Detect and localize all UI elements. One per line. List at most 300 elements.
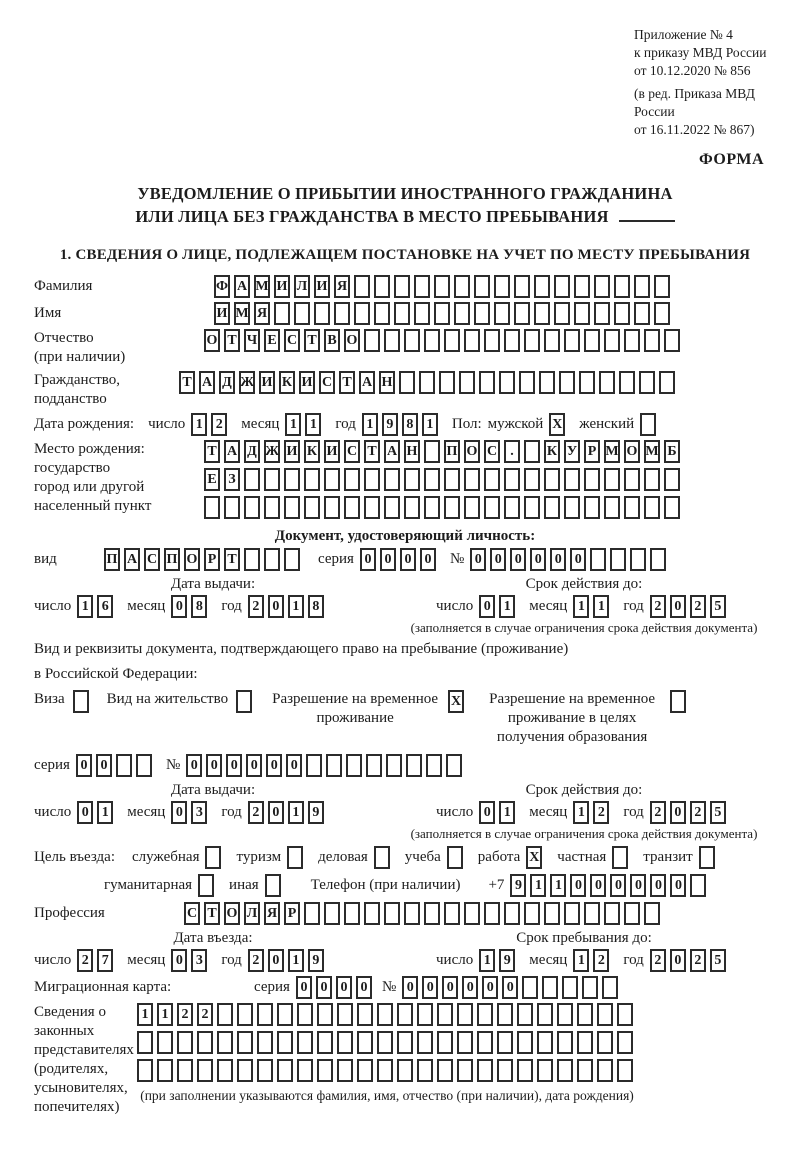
- char-box[interactable]: [257, 1059, 273, 1082]
- char-box[interactable]: [537, 1003, 553, 1026]
- char-box[interactable]: К: [544, 440, 560, 463]
- char-box[interactable]: [604, 329, 620, 352]
- char-box[interactable]: [594, 302, 610, 325]
- char-box[interactable]: [337, 1059, 353, 1082]
- char-box[interactable]: С: [319, 371, 335, 394]
- char-box[interactable]: [644, 902, 660, 925]
- char-box[interactable]: [664, 468, 680, 491]
- char-box[interactable]: С: [144, 548, 160, 571]
- char-box[interactable]: [364, 496, 380, 519]
- char-box[interactable]: [534, 275, 550, 298]
- char-box[interactable]: [484, 902, 500, 925]
- char-box[interactable]: Т: [224, 329, 240, 352]
- char-box[interactable]: 0: [502, 976, 518, 999]
- char-box[interactable]: [326, 754, 342, 777]
- char-box[interactable]: З: [224, 468, 240, 491]
- char-box[interactable]: [584, 902, 600, 925]
- char-box[interactable]: 0: [360, 548, 376, 571]
- char-box[interactable]: [397, 1003, 413, 1026]
- char-box[interactable]: 1: [573, 595, 589, 618]
- char-box[interactable]: [517, 1003, 533, 1026]
- char-box[interactable]: [599, 371, 615, 394]
- purpose-work-checkbox[interactable]: X: [526, 846, 542, 869]
- char-box[interactable]: [324, 468, 340, 491]
- char-box[interactable]: [484, 329, 500, 352]
- female-checkbox[interactable]: [640, 413, 656, 436]
- char-box[interactable]: 0: [482, 976, 498, 999]
- char-box[interactable]: 2: [650, 801, 666, 824]
- char-box[interactable]: [464, 329, 480, 352]
- char-box[interactable]: [357, 1031, 373, 1054]
- char-box[interactable]: Т: [339, 371, 355, 394]
- purpose-other-checkbox[interactable]: [265, 874, 281, 897]
- char-box[interactable]: 1: [479, 949, 495, 972]
- char-box[interactable]: 1: [573, 801, 589, 824]
- char-box[interactable]: [264, 548, 280, 571]
- char-box[interactable]: [594, 275, 610, 298]
- char-box[interactable]: [644, 496, 660, 519]
- char-box[interactable]: 2: [197, 1003, 213, 1026]
- char-box[interactable]: 0: [268, 949, 284, 972]
- char-box[interactable]: [464, 496, 480, 519]
- char-box[interactable]: [664, 496, 680, 519]
- char-box[interactable]: [610, 548, 626, 571]
- char-box[interactable]: [614, 275, 630, 298]
- char-box[interactable]: М: [254, 275, 270, 298]
- char-box[interactable]: [497, 1031, 513, 1054]
- char-box[interactable]: [634, 302, 650, 325]
- char-box[interactable]: [584, 329, 600, 352]
- char-box[interactable]: 0: [400, 548, 416, 571]
- char-box[interactable]: [157, 1031, 173, 1054]
- char-box[interactable]: [424, 329, 440, 352]
- char-box[interactable]: [537, 1031, 553, 1054]
- char-box[interactable]: 0: [670, 801, 686, 824]
- purpose-business-checkbox[interactable]: [374, 846, 390, 869]
- char-box[interactable]: [559, 371, 575, 394]
- char-box[interactable]: [494, 275, 510, 298]
- char-box[interactable]: 0: [470, 548, 486, 571]
- char-box[interactable]: Р: [284, 902, 300, 925]
- char-box[interactable]: Б: [664, 440, 680, 463]
- char-box[interactable]: [304, 902, 320, 925]
- char-box[interactable]: [504, 496, 520, 519]
- char-box[interactable]: 0: [268, 801, 284, 824]
- char-box[interactable]: [564, 902, 580, 925]
- char-box[interactable]: [217, 1031, 233, 1054]
- char-box[interactable]: 0: [590, 874, 606, 897]
- char-box[interactable]: Ж: [264, 440, 280, 463]
- char-box[interactable]: Т: [304, 329, 320, 352]
- char-box[interactable]: 1: [362, 413, 378, 436]
- char-box[interactable]: И: [324, 440, 340, 463]
- char-box[interactable]: [582, 976, 598, 999]
- char-box[interactable]: [344, 496, 360, 519]
- char-box[interactable]: [354, 302, 370, 325]
- char-box[interactable]: П: [444, 440, 460, 463]
- char-box[interactable]: [244, 468, 260, 491]
- char-box[interactable]: [454, 275, 470, 298]
- char-box[interactable]: А: [199, 371, 215, 394]
- purpose-transit-checkbox[interactable]: [699, 846, 715, 869]
- char-box[interactable]: [399, 371, 415, 394]
- char-box[interactable]: А: [224, 440, 240, 463]
- char-box[interactable]: 1: [593, 595, 609, 618]
- char-box[interactable]: [314, 302, 330, 325]
- char-box[interactable]: Т: [179, 371, 195, 394]
- char-box[interactable]: П: [164, 548, 180, 571]
- char-box[interactable]: И: [274, 275, 290, 298]
- edu-permit-checkbox[interactable]: [670, 690, 686, 713]
- char-box[interactable]: М: [644, 440, 660, 463]
- char-box[interactable]: [444, 468, 460, 491]
- char-box[interactable]: [624, 902, 640, 925]
- char-box[interactable]: 9: [499, 949, 515, 972]
- char-box[interactable]: [544, 329, 560, 352]
- char-box[interactable]: [297, 1031, 313, 1054]
- char-box[interactable]: [377, 1003, 393, 1026]
- char-box[interactable]: [577, 1003, 593, 1026]
- char-box[interactable]: 6: [97, 595, 113, 618]
- char-box[interactable]: 1: [288, 949, 304, 972]
- char-box[interactable]: [419, 371, 435, 394]
- char-box[interactable]: Е: [264, 329, 280, 352]
- char-box[interactable]: [624, 468, 640, 491]
- char-box[interactable]: [544, 496, 560, 519]
- char-box[interactable]: [454, 302, 470, 325]
- char-box[interactable]: [517, 1031, 533, 1054]
- char-box[interactable]: [464, 468, 480, 491]
- char-box[interactable]: [394, 302, 410, 325]
- char-box[interactable]: [557, 1059, 573, 1082]
- char-box[interactable]: [337, 1031, 353, 1054]
- char-box[interactable]: 0: [570, 874, 586, 897]
- char-box[interactable]: Н: [379, 371, 395, 394]
- char-box[interactable]: Т: [204, 902, 220, 925]
- char-box[interactable]: [284, 468, 300, 491]
- char-box[interactable]: [446, 754, 462, 777]
- char-box[interactable]: 2: [77, 949, 93, 972]
- char-box[interactable]: [297, 1003, 313, 1026]
- char-box[interactable]: 0: [206, 754, 222, 777]
- char-box[interactable]: [404, 329, 420, 352]
- char-box[interactable]: И: [284, 440, 300, 463]
- char-box[interactable]: [177, 1059, 193, 1082]
- char-box[interactable]: [384, 468, 400, 491]
- char-box[interactable]: И: [314, 275, 330, 298]
- char-box[interactable]: [157, 1059, 173, 1082]
- char-box[interactable]: [457, 1059, 473, 1082]
- char-box[interactable]: [659, 371, 675, 394]
- char-box[interactable]: 9: [382, 413, 398, 436]
- char-box[interactable]: [504, 329, 520, 352]
- char-box[interactable]: [344, 468, 360, 491]
- char-box[interactable]: 1: [550, 874, 566, 897]
- char-box[interactable]: [584, 468, 600, 491]
- char-box[interactable]: [417, 1003, 433, 1026]
- char-box[interactable]: [437, 1059, 453, 1082]
- char-box[interactable]: [397, 1059, 413, 1082]
- char-box[interactable]: [459, 371, 475, 394]
- char-box[interactable]: [644, 329, 660, 352]
- char-box[interactable]: Я: [254, 302, 270, 325]
- char-box[interactable]: [444, 329, 460, 352]
- char-box[interactable]: [137, 1059, 153, 1082]
- char-box[interactable]: [639, 371, 655, 394]
- char-box[interactable]: Т: [364, 440, 380, 463]
- char-box[interactable]: [524, 440, 540, 463]
- char-box[interactable]: 3: [191, 801, 207, 824]
- char-box[interactable]: [437, 1003, 453, 1026]
- char-box[interactable]: [514, 275, 530, 298]
- char-box[interactable]: 8: [402, 413, 418, 436]
- char-box[interactable]: 2: [593, 949, 609, 972]
- char-box[interactable]: [494, 302, 510, 325]
- char-box[interactable]: 0: [380, 548, 396, 571]
- char-box[interactable]: [542, 976, 558, 999]
- char-box[interactable]: [417, 1059, 433, 1082]
- char-box[interactable]: Т: [204, 440, 220, 463]
- char-box[interactable]: [624, 496, 640, 519]
- char-box[interactable]: 0: [670, 949, 686, 972]
- char-box[interactable]: И: [259, 371, 275, 394]
- char-box[interactable]: [357, 1003, 373, 1026]
- char-box[interactable]: [544, 902, 560, 925]
- char-box[interactable]: [404, 468, 420, 491]
- char-box[interactable]: [617, 1003, 633, 1026]
- char-box[interactable]: 9: [308, 949, 324, 972]
- char-box[interactable]: [337, 1003, 353, 1026]
- char-box[interactable]: [474, 275, 490, 298]
- char-box[interactable]: А: [359, 371, 375, 394]
- char-box[interactable]: 0: [286, 754, 302, 777]
- char-box[interactable]: 7: [97, 949, 113, 972]
- char-box[interactable]: 1: [499, 595, 515, 618]
- char-box[interactable]: [386, 754, 402, 777]
- char-box[interactable]: Р: [584, 440, 600, 463]
- char-box[interactable]: [590, 548, 606, 571]
- char-box[interactable]: [374, 302, 390, 325]
- char-box[interactable]: 0: [171, 801, 187, 824]
- char-box[interactable]: О: [464, 440, 480, 463]
- char-box[interactable]: [484, 468, 500, 491]
- char-box[interactable]: 1: [137, 1003, 153, 1026]
- char-box[interactable]: Ж: [239, 371, 255, 394]
- purpose-study-checkbox[interactable]: [447, 846, 463, 869]
- char-box[interactable]: [537, 1059, 553, 1082]
- char-box[interactable]: 2: [650, 949, 666, 972]
- char-box[interactable]: 0: [570, 548, 586, 571]
- char-box[interactable]: 0: [77, 801, 93, 824]
- char-box[interactable]: [577, 1059, 593, 1082]
- char-box[interactable]: [664, 329, 680, 352]
- char-box[interactable]: [554, 275, 570, 298]
- char-box[interactable]: 2: [248, 949, 264, 972]
- char-box[interactable]: [297, 1059, 313, 1082]
- char-box[interactable]: 0: [171, 595, 187, 618]
- char-box[interactable]: 2: [248, 595, 264, 618]
- char-box[interactable]: [394, 275, 410, 298]
- char-box[interactable]: [534, 302, 550, 325]
- char-box[interactable]: 5: [710, 949, 726, 972]
- male-checkbox[interactable]: X: [549, 413, 565, 436]
- char-box[interactable]: [557, 1003, 573, 1026]
- purpose-private-checkbox[interactable]: [612, 846, 628, 869]
- char-box[interactable]: [539, 371, 555, 394]
- char-box[interactable]: 0: [246, 754, 262, 777]
- char-box[interactable]: 1: [77, 595, 93, 618]
- char-box[interactable]: 0: [510, 548, 526, 571]
- temp-permit-checkbox[interactable]: X: [448, 690, 464, 713]
- char-box[interactable]: 0: [462, 976, 478, 999]
- char-box[interactable]: К: [304, 440, 320, 463]
- char-box[interactable]: 2: [248, 801, 264, 824]
- char-box[interactable]: [364, 902, 380, 925]
- char-box[interactable]: О: [184, 548, 200, 571]
- char-box[interactable]: [644, 468, 660, 491]
- char-box[interactable]: 0: [610, 874, 626, 897]
- char-box[interactable]: 1: [573, 949, 589, 972]
- char-box[interactable]: [617, 1059, 633, 1082]
- char-box[interactable]: 2: [690, 801, 706, 824]
- char-box[interactable]: [324, 496, 340, 519]
- char-box[interactable]: 1: [157, 1003, 173, 1026]
- char-box[interactable]: [274, 302, 290, 325]
- char-box[interactable]: [317, 1059, 333, 1082]
- char-box[interactable]: 5: [710, 595, 726, 618]
- char-box[interactable]: 1: [191, 413, 207, 436]
- char-box[interactable]: 1: [305, 413, 321, 436]
- char-box[interactable]: 0: [186, 754, 202, 777]
- char-box[interactable]: О: [204, 329, 220, 352]
- char-box[interactable]: С: [184, 902, 200, 925]
- char-box[interactable]: [257, 1003, 273, 1026]
- char-box[interactable]: [614, 302, 630, 325]
- char-box[interactable]: [334, 302, 350, 325]
- char-box[interactable]: 0: [670, 595, 686, 618]
- char-box[interactable]: М: [234, 302, 250, 325]
- char-box[interactable]: [324, 902, 340, 925]
- char-box[interactable]: [514, 302, 530, 325]
- char-box[interactable]: [426, 754, 442, 777]
- char-box[interactable]: [579, 371, 595, 394]
- char-box[interactable]: Л: [294, 275, 310, 298]
- char-box[interactable]: [597, 1031, 613, 1054]
- visa-checkbox[interactable]: [73, 690, 89, 713]
- char-box[interactable]: [414, 302, 430, 325]
- char-box[interactable]: [522, 976, 538, 999]
- char-box[interactable]: [317, 1003, 333, 1026]
- char-box[interactable]: [344, 902, 360, 925]
- char-box[interactable]: [557, 1031, 573, 1054]
- char-box[interactable]: Я: [334, 275, 350, 298]
- char-box[interactable]: [619, 371, 635, 394]
- char-box[interactable]: 5: [710, 801, 726, 824]
- char-box[interactable]: [630, 548, 646, 571]
- char-box[interactable]: 0: [650, 874, 666, 897]
- char-box[interactable]: [474, 302, 490, 325]
- char-box[interactable]: [304, 468, 320, 491]
- char-box[interactable]: 2: [211, 413, 227, 436]
- char-box[interactable]: [574, 302, 590, 325]
- char-box[interactable]: [437, 1031, 453, 1054]
- char-box[interactable]: [439, 371, 455, 394]
- char-box[interactable]: [264, 496, 280, 519]
- char-box[interactable]: [116, 754, 132, 777]
- char-box[interactable]: 0: [490, 548, 506, 571]
- char-box[interactable]: [237, 1031, 253, 1054]
- purpose-official-checkbox[interactable]: [205, 846, 221, 869]
- char-box[interactable]: [137, 1031, 153, 1054]
- char-box[interactable]: [524, 329, 540, 352]
- char-box[interactable]: .: [504, 440, 520, 463]
- char-box[interactable]: [519, 371, 535, 394]
- char-box[interactable]: [384, 902, 400, 925]
- char-box[interactable]: [404, 902, 420, 925]
- char-box[interactable]: [477, 1003, 493, 1026]
- char-box[interactable]: [604, 496, 620, 519]
- char-box[interactable]: [617, 1031, 633, 1054]
- char-box[interactable]: [424, 440, 440, 463]
- char-box[interactable]: [584, 496, 600, 519]
- char-box[interactable]: 2: [177, 1003, 193, 1026]
- char-box[interactable]: 2: [690, 595, 706, 618]
- char-box[interactable]: [304, 496, 320, 519]
- char-box[interactable]: [604, 468, 620, 491]
- char-box[interactable]: 0: [316, 976, 332, 999]
- char-box[interactable]: Е: [204, 468, 220, 491]
- char-box[interactable]: 0: [479, 801, 495, 824]
- char-box[interactable]: У: [564, 440, 580, 463]
- char-box[interactable]: [497, 1059, 513, 1082]
- char-box[interactable]: [524, 496, 540, 519]
- char-box[interactable]: [424, 468, 440, 491]
- char-box[interactable]: [654, 275, 670, 298]
- char-box[interactable]: [136, 754, 152, 777]
- char-box[interactable]: [654, 302, 670, 325]
- char-box[interactable]: Ч: [244, 329, 260, 352]
- char-box[interactable]: [346, 754, 362, 777]
- char-box[interactable]: М: [604, 440, 620, 463]
- char-box[interactable]: [264, 468, 280, 491]
- char-box[interactable]: [434, 275, 450, 298]
- char-box[interactable]: 0: [296, 976, 312, 999]
- char-box[interactable]: [464, 902, 480, 925]
- char-box[interactable]: 2: [650, 595, 666, 618]
- char-box[interactable]: [562, 976, 578, 999]
- char-box[interactable]: А: [124, 548, 140, 571]
- char-box[interactable]: 1: [499, 801, 515, 824]
- char-box[interactable]: [554, 302, 570, 325]
- char-box[interactable]: 1: [285, 413, 301, 436]
- char-box[interactable]: 9: [308, 801, 324, 824]
- char-box[interactable]: [237, 1059, 253, 1082]
- char-box[interactable]: [477, 1059, 493, 1082]
- char-box[interactable]: 0: [336, 976, 352, 999]
- char-box[interactable]: 0: [402, 976, 418, 999]
- char-box[interactable]: [244, 496, 260, 519]
- char-box[interactable]: [294, 302, 310, 325]
- char-box[interactable]: [364, 468, 380, 491]
- char-box[interactable]: [284, 548, 300, 571]
- char-box[interactable]: 2: [593, 801, 609, 824]
- char-box[interactable]: [277, 1059, 293, 1082]
- char-box[interactable]: [544, 468, 560, 491]
- char-box[interactable]: [477, 1031, 493, 1054]
- char-box[interactable]: [577, 1031, 593, 1054]
- char-box[interactable]: [217, 1059, 233, 1082]
- char-box[interactable]: [604, 902, 620, 925]
